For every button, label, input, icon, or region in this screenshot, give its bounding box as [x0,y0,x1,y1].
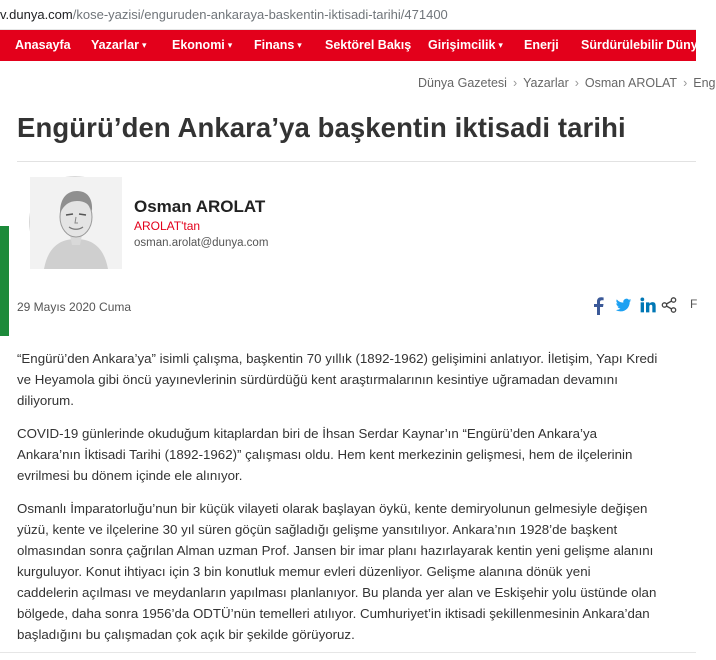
breadcrumb-item-dunya-gazetesi[interactable]: Dünya Gazetesi [418,76,507,90]
linkedin-icon[interactable] [640,297,656,317]
author-email[interactable]: osman.arolat@dunya.com [134,237,269,249]
ad-banner-fragment[interactable] [0,226,9,336]
article-paragraph-1: “Engürü’den Ankara’ya” isimli çalışma, başkentin 70 yıllık (1892-1962) gelişimini anlatıyor. İletişim, Yapı Kredi ve Heyamola gibi öncü yayınevlerinin sürdürdüğü kent araştırmalarının kesintiye uğramadan devamını diliyorum. [17,351,658,408]
nav-item-sektorel-bakis[interactable]: Sektörel Bakış [325,38,412,52]
share-icon[interactable] [661,297,677,317]
right-column-fragment: F [690,297,698,311]
main-navigation [0,30,705,61]
chevron-down-icon: ▾ [297,40,302,50]
chevron-down-icon: ▾ [498,40,503,50]
chevron-down-icon: ▾ [141,40,147,50]
facebook-icon[interactable] [592,297,604,317]
article-paragraph-2: COVID-19 günlerinde okuduğum kitaplardan biri de İhsan Serdar Kaynar’ın “Engürü’den Ankara’ya Ankara’nın İktisadi Tarihi (1892-1962)” çalışması oldu. Hem kent merkezinin gelişmesi, hem de ilçelerinin evrilmesi bu dönem içinde ele alınıyor. [17,426,633,483]
nav-item-girisimcilik[interactable]: Girişimcilik ▾ [428,38,503,52]
nav-item-finans[interactable]: Finans ▾ [254,38,302,52]
breadcrumb-separator: › [512,76,518,90]
breadcrumb [418,76,716,90]
nav-item-enerji[interactable]: Enerji [524,38,559,52]
article-date: 29 Mayıs 2020 Cuma [17,300,132,314]
chevron-down-icon: ▾ [227,40,233,50]
author-avatar[interactable] [29,176,121,268]
address-url[interactable]: v.dunya.com/kose-yazisi/enguruden-ankaraya-baskentin-iktisadi-tarihi/471400 [0,7,448,22]
nav-item-surdurulebilir-dunya[interactable]: Sürdürülebilir Dünya [581,38,705,52]
author-name[interactable]: Osman AROLAT [134,197,266,216]
author-column-name[interactable]: AROLAT'tan [134,219,201,233]
title-divider [17,161,696,162]
breadcrumb-item-author[interactable]: Osman AROLAT [584,76,678,90]
breadcrumb-separator: › [574,76,579,90]
twitter-icon[interactable] [615,297,632,317]
page-bottom-divider [0,652,696,653]
breadcrumb-separator: › [683,76,688,90]
left-ad-strip [0,61,9,660]
nav-item-anasayfa[interactable]: Anasayfa [15,38,71,52]
nav-item-ekonomi[interactable]: Ekonomi ▾ [172,38,233,52]
nav-item-yazarlar[interactable]: Yazarlar ▾ [91,38,147,52]
article-title: Engürü’den Ankara’ya başkentin iktisadi tarihi [17,112,626,143]
article-paragraph-3: Osmanlı İmparatorluğu’nun bir küçük vilayeti olarak başlayan öykü, kente demiryolunun gelmesiyle değişen yüzü, kente ve ilçelerine 30 yıl süren göçün sağladığı gelişme yansıtılıyor. Ankara’nın 1928’de başkent olmasından sonra çağrılan Alman uzman Prof. Jansen bir imar planı hazırlayarak kentin yeni gelişme alanını kurguluyor. Konut ihtiyacı için 3 bin konutluk memur evleri düzenliyor. Gelişme alanına dönük yeni caddelerin açılması ve meydanların yapılması planlanıyor. Bu planda yer alan ve Eskişehir yolu üstünde olan bölgede, daha sonra 1956’da ODTÜ’nün temelleri atılıyor. Cumhuriyet’in iktisadi şekillenmesinin Ankara’dan başladığını bu çalışmadan çok açık bir şekilde görüyoruz. [17,501,657,642]
browser-address-bar[interactable] [0,0,696,30]
breadcrumb-item-current: Eng [693,76,716,90]
breadcrumb-item-yazarlar[interactable]: Yazarlar [523,76,569,90]
